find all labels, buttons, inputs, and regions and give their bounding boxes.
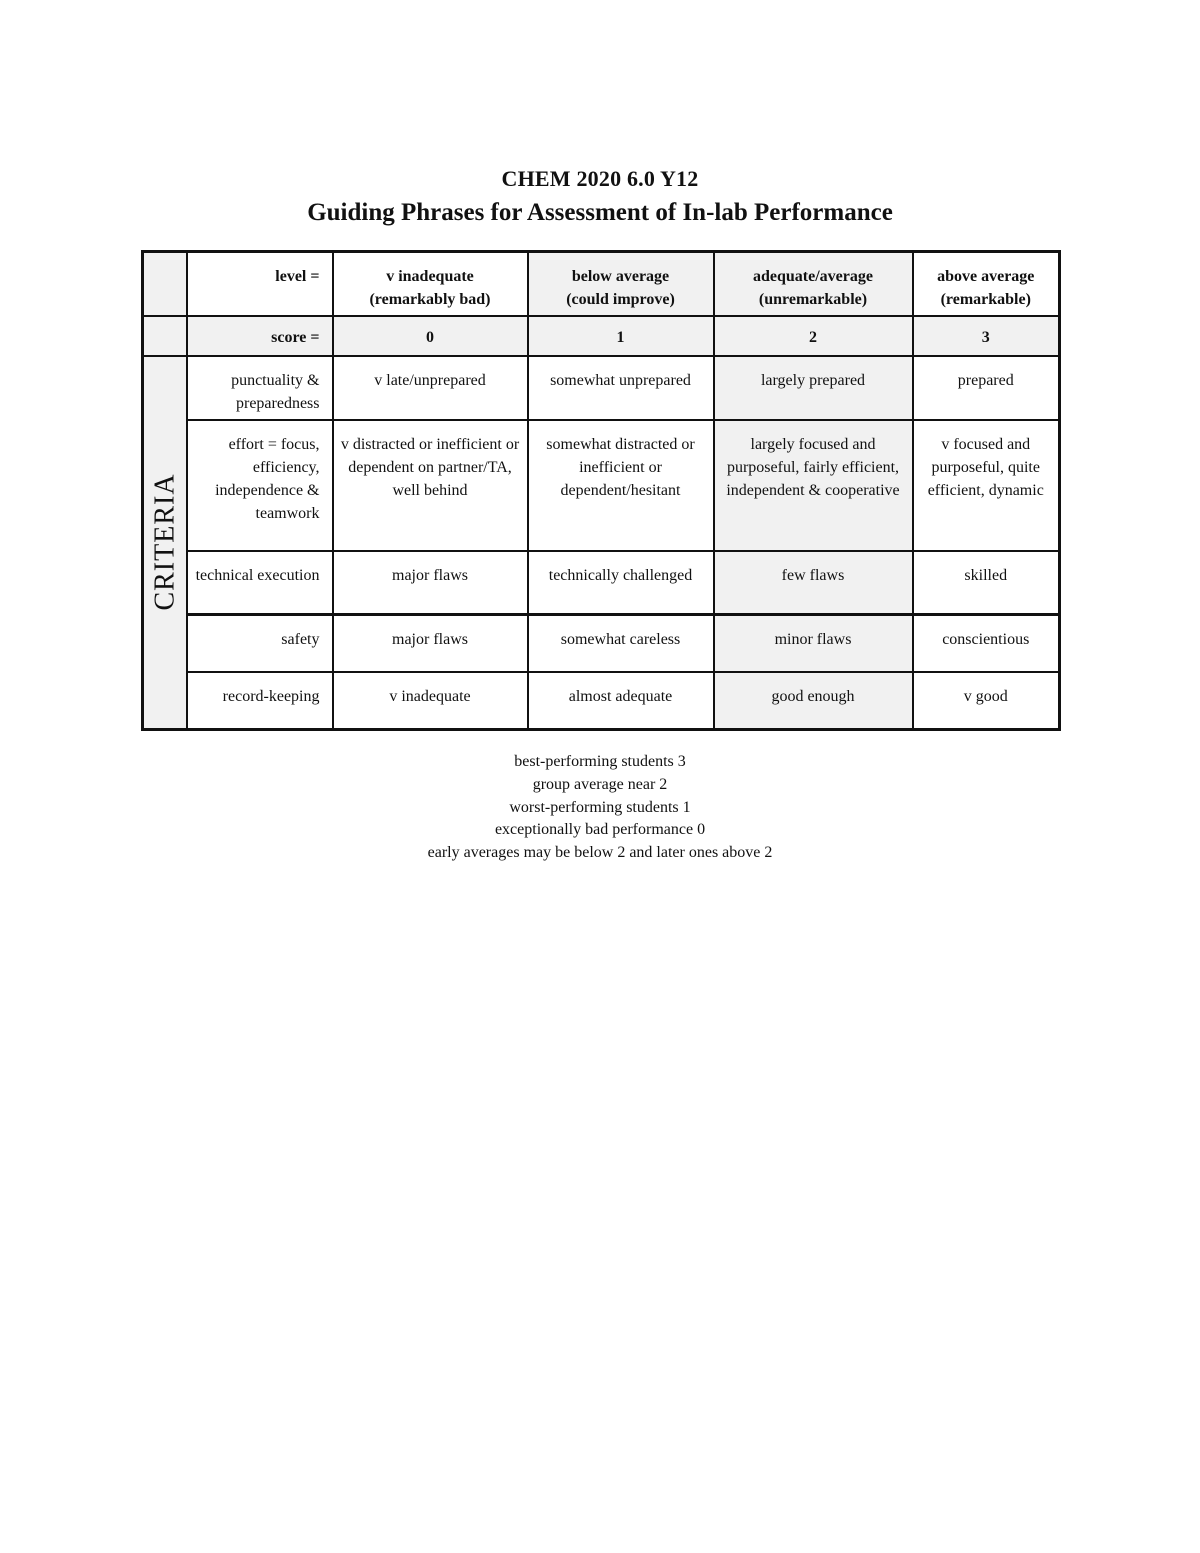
criterion-cell: largely focused and purposeful, fairly efficient, independent & cooperative xyxy=(714,420,913,551)
level-2-header: adequate/average (unremarkable) xyxy=(714,252,913,317)
criterion-cell: v distracted or inefficient or dependent on partner/TA, well behind xyxy=(333,420,528,551)
criterion-cell: major flaws xyxy=(333,551,528,614)
criterion-cell: good enough xyxy=(714,672,913,729)
criteria-row-punctuality xyxy=(143,356,1060,420)
criterion-cell: conscientious xyxy=(913,614,1060,672)
level-1-header: below average (could improve) xyxy=(528,252,714,317)
document-title: Guiding Phrases for Assessment of In-lab Performance xyxy=(307,199,893,226)
score-1: 1 xyxy=(528,316,714,356)
criterion-cell: somewhat careless xyxy=(528,614,714,672)
criteria-row-effort xyxy=(143,420,1060,551)
assessment-rubric-table xyxy=(141,250,1061,731)
criterion-cell: v good xyxy=(913,672,1060,729)
scoring-notes xyxy=(0,751,1200,865)
score-2: 2 xyxy=(714,316,913,356)
note-line: exceptionally bad performance 0 xyxy=(494,821,706,839)
level-label: level = xyxy=(187,252,333,317)
criterion-cell: prepared xyxy=(913,356,1060,420)
criteria-label-text: CRITERIA xyxy=(149,473,181,611)
criterion-name: technical execution xyxy=(187,551,333,614)
criteria-row-technical xyxy=(143,551,1060,614)
criterion-cell: almost adequate xyxy=(528,672,714,729)
criteria-row-safety xyxy=(143,614,1060,672)
note-line: worst-performing students 1 xyxy=(509,798,691,816)
score-3: 3 xyxy=(913,316,1060,356)
criterion-name: punctuality & preparedness xyxy=(187,356,333,420)
score-row xyxy=(143,316,1060,356)
criterion-cell: somewhat distracted or inefficient or dependent/hesitant xyxy=(528,420,714,551)
criteria-side-label xyxy=(143,356,187,729)
score-label: score = xyxy=(187,316,333,356)
criterion-cell: major flaws xyxy=(333,614,528,672)
score-0: 0 xyxy=(333,316,528,356)
level-0-header: v inadequate (remarkably bad) xyxy=(333,252,528,317)
corner-cell xyxy=(143,252,187,317)
criterion-cell: largely prepared xyxy=(714,356,913,420)
criterion-cell: v focused and purposeful, quite efficient, dynamic xyxy=(913,420,1060,551)
criteria-row-record-keeping xyxy=(143,672,1060,729)
criterion-name: safety xyxy=(187,614,333,672)
criterion-cell: somewhat unprepared xyxy=(528,356,714,420)
level-3-header: above average (remarkable) xyxy=(913,252,1060,317)
criterion-name: record-keeping xyxy=(187,672,333,729)
level-row xyxy=(143,252,1060,317)
criterion-cell: v inadequate xyxy=(333,672,528,729)
criterion-cell: skilled xyxy=(913,551,1060,614)
note-line: best-performing students 3 xyxy=(514,753,686,770)
course-code: CHEM 2020 6.0 Y12 xyxy=(501,166,699,191)
note-line: group average near 2 xyxy=(532,775,668,793)
note-line: early averages may be below 2 and later ones above 2 xyxy=(427,844,773,862)
criterion-cell: technically challenged xyxy=(528,551,714,614)
criterion-name: effort = focus, efficiency, independence & teamwork xyxy=(187,420,333,551)
criterion-cell: v late/unprepared xyxy=(333,356,528,420)
criterion-cell: few flaws xyxy=(714,551,913,614)
criterion-cell: minor flaws xyxy=(714,614,913,672)
score-side-cell xyxy=(143,316,187,356)
